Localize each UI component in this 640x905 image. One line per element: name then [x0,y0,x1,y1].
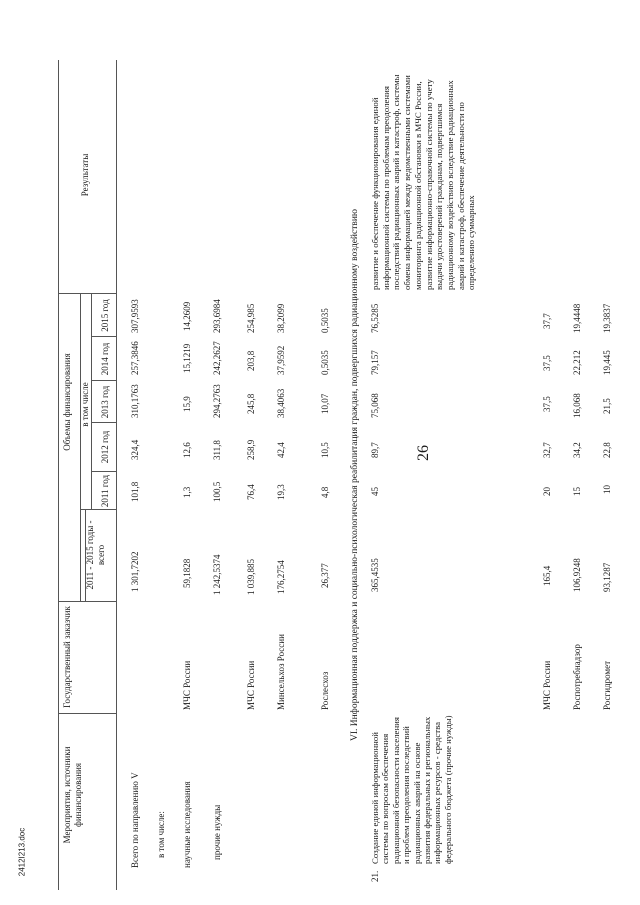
row-rosleskhoz-value-2011: 4,8 [320,486,330,498]
row-minselkhoz-value-2011: 19,3 [276,484,286,500]
footer-file-name: 2412I213.doc [17,827,27,877]
header-year-2015: 2015 год [100,299,110,332]
row-mchs-value-2012: 258,9 [246,439,256,460]
row-total-value-2013: 310,1763 [130,384,140,418]
header-customer: Государственный заказчик [62,606,72,708]
row-mchs-value-2015: 254,985 [246,303,256,333]
item21-mchs-value-2014: 37,5 [542,355,552,371]
row-research-value-2015: 14,2609 [182,301,192,331]
section-vi-title: VI. Информационная поддержка и социально-психологическая реабилитация граждан, подвергшихся радиационному воздействию [350,208,360,742]
row-mchs-customer: МЧС России [246,660,256,710]
header-total [85,510,106,600]
table-top-border [58,60,59,890]
item21-mchs-value-2013: 37,5 [542,396,552,412]
row-rosleskhoz-value-total: 26,377 [320,563,330,588]
row-other-value-2015: 293,6984 [212,299,222,333]
item21-value-total: 365,4535 [370,558,380,592]
item21-rosgidromet-value-2014: 19,445 [602,350,612,375]
row-minselkhoz-value-2013: 38,4063 [276,388,286,418]
row-rosleskhoz-value-2012: 10,5 [320,442,330,458]
row-mchs-value-2013: 245,8 [246,393,256,414]
header-results: Результаты [80,153,90,197]
row-other-value-total: 1 242,5374 [212,554,222,595]
funding-table [58,50,622,890]
item21-mchs-value-2011: 20 [542,487,552,496]
item21-mchs-value-total: 165,4 [542,565,552,586]
item21-number: 21. [370,870,380,882]
header-funding-group: Объемы финансирования [62,353,72,451]
item21-rospotreb-value-2012: 34,2 [572,442,582,458]
header-bottom-border [116,60,117,890]
item21-rospotreb-value-2013: 16,068 [572,393,582,418]
item21-rosgidromet-value-2011: 10 [602,485,612,494]
row-research-value-2013: 15,9 [182,396,192,412]
item21-rospotreb-customer: Роспотребнадзор [572,644,582,710]
row-research-value-2011: 1,3 [182,486,192,498]
item21-value-2013: 75,068 [370,393,380,418]
item21-rosgidromet-value-2012: 22,8 [602,442,612,458]
item21-rosgidromet-value-2015: 19,3837 [602,303,612,333]
item21-rospotreb-value-2014: 22,212 [572,350,582,375]
row-total-label: Всего по направлению V [130,772,140,868]
row-other-value-2012: 311,8 [212,440,222,460]
row-rosleskhoz-customer: Рослесхоз [320,671,330,710]
item21-mchs-value-2012: 32,7 [542,442,552,458]
row-research-label: научные исследования [182,781,192,868]
row-minselkhoz-value-total: 176,2754 [276,560,286,594]
row-rosleskhoz-value-2015: 0,5035 [320,308,330,333]
row-other-value-2014: 242,2627 [212,341,222,375]
item21-rospotreb-value-2015: 19,4448 [572,303,582,333]
row-research-value-total: 59,1828 [182,558,192,588]
row-minselkhoz-value-2012: 42,4 [276,442,286,458]
col-sep-2 [58,601,116,602]
row-rosleskhoz-value-2013: 10,07 [320,393,330,414]
header-year-2011: 2011 год [100,474,110,508]
header-year-2013: 2013 год [100,385,110,419]
row-total-value-total: 1 301,7202 [130,551,140,592]
row-total-value-2014: 257,3846 [130,341,140,375]
header-year-2014: 2014 год [100,342,110,376]
row-mchs-value-total: 1 039,885 [246,559,256,595]
item21-value-2012: 89,7 [370,442,380,458]
row-mchs-value-2014: 203,8 [246,350,256,371]
row-other-value-2011: 100,5 [212,481,222,502]
item21-rosgidromet-customer: Росгидромет [602,660,612,710]
row-minselkhoz-value-2014: 37,9592 [276,345,286,375]
item21-rospotreb-value-total: 106,9248 [572,558,582,592]
item21-mchs-customer: МЧС России [542,660,552,710]
row-mchs-value-2011: 76,4 [246,484,256,500]
row-research-value-2014: 15,1219 [182,343,192,373]
row-research-customer: МЧС России [182,660,192,710]
header-measures: Мероприятия, источники финансирования [62,746,83,844]
row-minselkhoz-customer: Минсельхоз России [276,634,286,710]
page-number: 26 [415,445,432,461]
header-year-2012: 2012 год [100,430,110,464]
item21-rospotreb-value-2011: 15 [572,487,582,496]
row-total-value-2012: 324,4 [130,439,140,460]
item21-mchs-value-2015: 37,7 [542,313,552,329]
row-total-value-2011: 101,8 [130,481,140,502]
row-total-value-2015: 307,9593 [130,299,140,333]
row-other-label: прочие нужды [212,804,222,860]
row-rosleskhoz-value-2014: 0,5035 [320,350,330,375]
item21-value-2015: 76,5285 [370,303,380,333]
row-minselkhoz-value-2015: 38,2099 [276,303,286,333]
item21-value-2014: 79,157 [370,350,380,375]
item21-label: Создание единой информационной системы по вопросам обеспечения радиационной безопасности населения и проблем преодоления последствий радиационных аварий на основе развития федеральных и региональных информационных ресурсов - средства федерального бюджета (прочие нужды) [370,715,453,864]
col-sep-1 [58,713,116,714]
row-other-value-2013: 294,2763 [212,384,222,418]
item21-rosgidromet-value-total: 93,1287 [602,562,612,592]
row-research-value-2012: 12,6 [182,442,192,458]
row-including-label: в том числе: [156,811,166,858]
item21-rosgidromet-value-2013: 21,5 [602,398,612,414]
including-divider [91,294,92,510]
header-including: в том числе [80,382,90,427]
header-total-text: 2011 - 2015 годы - всего [85,520,106,590]
item21-results: развитие и обеспечение функционирования единой информационной системы по проблемам преодоления последствий радиационных аварий и катастроф, системы обмена информацией между ведомственными системами мониторинга радиационной обстановки в МЧС России, развитие информационно-справочной системы по учету выдачи удостоверений гражданам, подвергшимся радиационному воздействию вследствие радиационных аварий и катастроф, обеспечение деятельности по определению суммарных [370,74,477,290]
item21-value-2011: 45 [370,487,380,496]
